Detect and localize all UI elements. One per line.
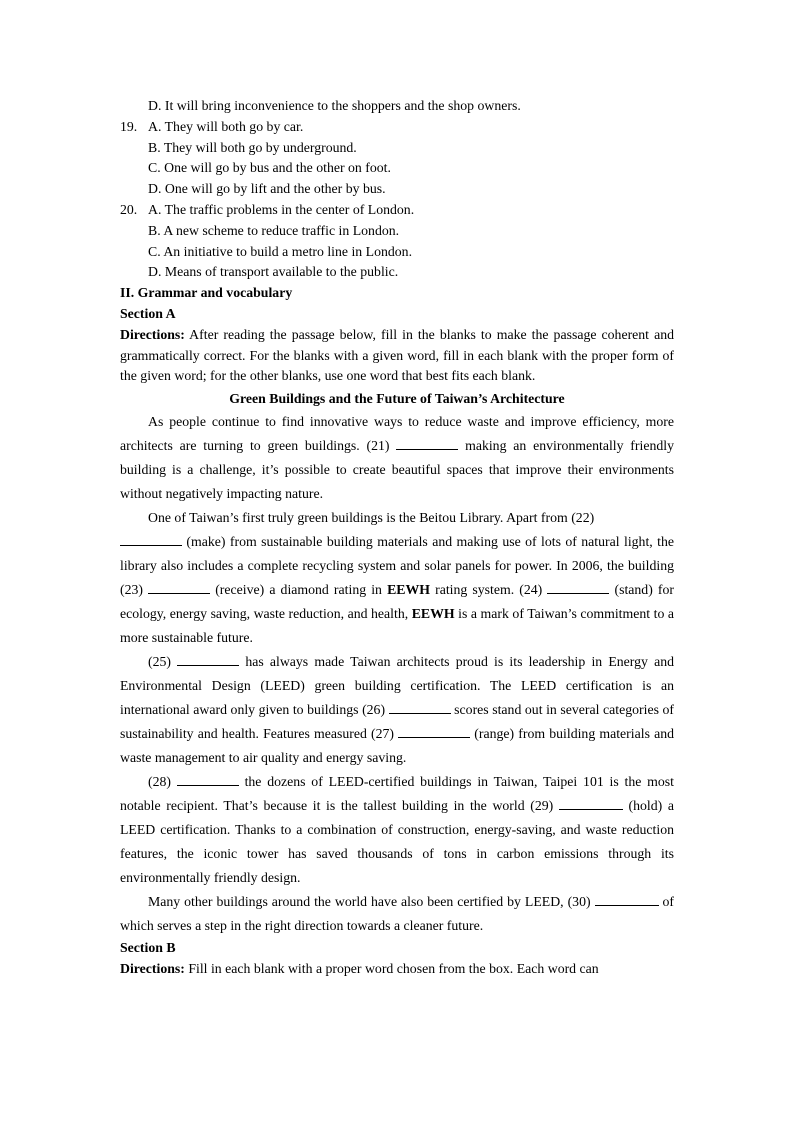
p2-text-4: rating system. (24) (430, 582, 548, 598)
blank-21[interactable] (396, 436, 458, 450)
q20-option-c: C. An initiative to build a metro line in London. (148, 243, 413, 259)
q20-option-a-text: A. The traffic problems in the center of London. (148, 201, 415, 217)
q19-option-c: C. One will go by bus and the other on foot. (148, 160, 391, 176)
section-a-directions (120, 325, 674, 387)
q18-option-d: D. It will bring inconvenience to the shoppers and the shop owners. (148, 98, 521, 113)
blank-23[interactable] (148, 580, 210, 594)
p4-text-2: the dozens of LEED-certified buildings in Taiwan, Taipei 101 is the most notable recipient. That’s because it is the tallest building in the world (29) (120, 774, 674, 814)
p2-text-1: One of Taiwan’s first truly green buildings is the Beitou Library. Apart from (22) (148, 510, 595, 526)
blank-24[interactable] (547, 580, 609, 594)
section-b-heading: Section B (120, 940, 176, 956)
section-b-directions (120, 959, 674, 980)
q19-option-d: D. One will go by lift and the other by bus. (148, 181, 386, 197)
q19-option-b: B. They will both go by underground. (148, 139, 357, 155)
blank-25[interactable] (177, 652, 239, 666)
q19-option-a-text: A. They will both go by car. (148, 118, 304, 134)
p3-text-4: (range) from building materials and waste management to air quality and energy saving. (120, 726, 674, 766)
p2-text-6: is a mark of Taiwan’s commitment to a more sustainable future. (120, 606, 674, 646)
section-b-directions-text: Fill in each blank with a proper word chosen from the box. Each word can (184, 960, 599, 976)
blank-28[interactable] (177, 772, 239, 786)
section-a-heading: Section A (120, 305, 176, 321)
blank-27[interactable] (398, 724, 470, 738)
section-b-directions-label: Directions: (120, 960, 185, 976)
p3-text-1: (25) (148, 654, 178, 670)
blank-22[interactable] (120, 532, 182, 546)
directions-text: After reading the passage below, fill in the blanks to make the passage coherent and grammatically correct. For the blanks with a given word, fill in each blank with the proper form of the given word; for the other blanks, use one word that best fits each blank. (120, 326, 674, 384)
p2-text-2: (make) from sustainable building materials and making use of lots of natural light, the library also includes a complete recycling system and solar panels for power. In 2006, the building (23) (120, 534, 674, 598)
passage-title: Green Buildings and the Future of Taiwan’s Architecture (229, 391, 565, 407)
p1-text-1: As people continue to find innovative ways to reduce waste and improve efficiency, more architects are turning to green buildings. (21) (120, 414, 674, 454)
p5-text-1: Many other buildings around the world have also been certified by LEED, (30) (148, 894, 595, 910)
p1-text-2: making an environmentally friendly building is a challenge, it’s possible to create beautiful spaces that improve their environments without negatively impacting nature. (120, 438, 674, 502)
p2-text-3: (receive) a diamond rating in (210, 582, 388, 598)
q19-number: 19. (120, 118, 138, 134)
exam-page (120, 96, 674, 980)
q19-option-a (120, 117, 674, 138)
directions-label: Directions: (120, 326, 185, 342)
blank-26[interactable] (389, 700, 451, 714)
q20-option-d: D. Means of transport available to the public. (148, 264, 399, 280)
p5-text-2: of which serves a step in the right direction towards a cleaner future. (120, 894, 675, 934)
p2-text-5: (stand) for ecology, energy saving, waste reduction, and health, (120, 582, 674, 622)
p4-text-1: (28) (148, 774, 177, 790)
p3-text-3: scores stand out in several categories of sustainability and health. Features measured (27) (120, 702, 674, 742)
p4-text-3: (hold) a LEED certification. Thanks to a combination of construction, energy-saving, and waste reduction features, the iconic tower has saved thousands of tons in carbon emissions through its environmentally friendly design. (120, 798, 674, 886)
passage-paragraph-2 (120, 506, 674, 650)
passage-paragraph-4 (120, 770, 674, 890)
p3-text-2: has always made Taiwan architects proud is its leadership in Energy and Environmental Design (LEED) green building certification. The LEED certification is an international award only given to buildings (26) (120, 654, 675, 718)
blank-30[interactable] (595, 892, 659, 906)
passage-paragraph-5 (120, 890, 674, 938)
eewh-bold-1: EEWH (387, 582, 430, 598)
blank-29[interactable] (559, 796, 623, 810)
passage-paragraph-1 (120, 410, 674, 506)
part-heading: II. Grammar and vocabulary (120, 285, 293, 301)
passage-paragraph-3 (120, 650, 674, 770)
q20-number: 20. (120, 201, 138, 217)
q20-option-b: B. A new scheme to reduce traffic in London. (148, 222, 400, 238)
q20-option-a (120, 200, 674, 221)
eewh-bold-2: EEWH (411, 606, 455, 622)
